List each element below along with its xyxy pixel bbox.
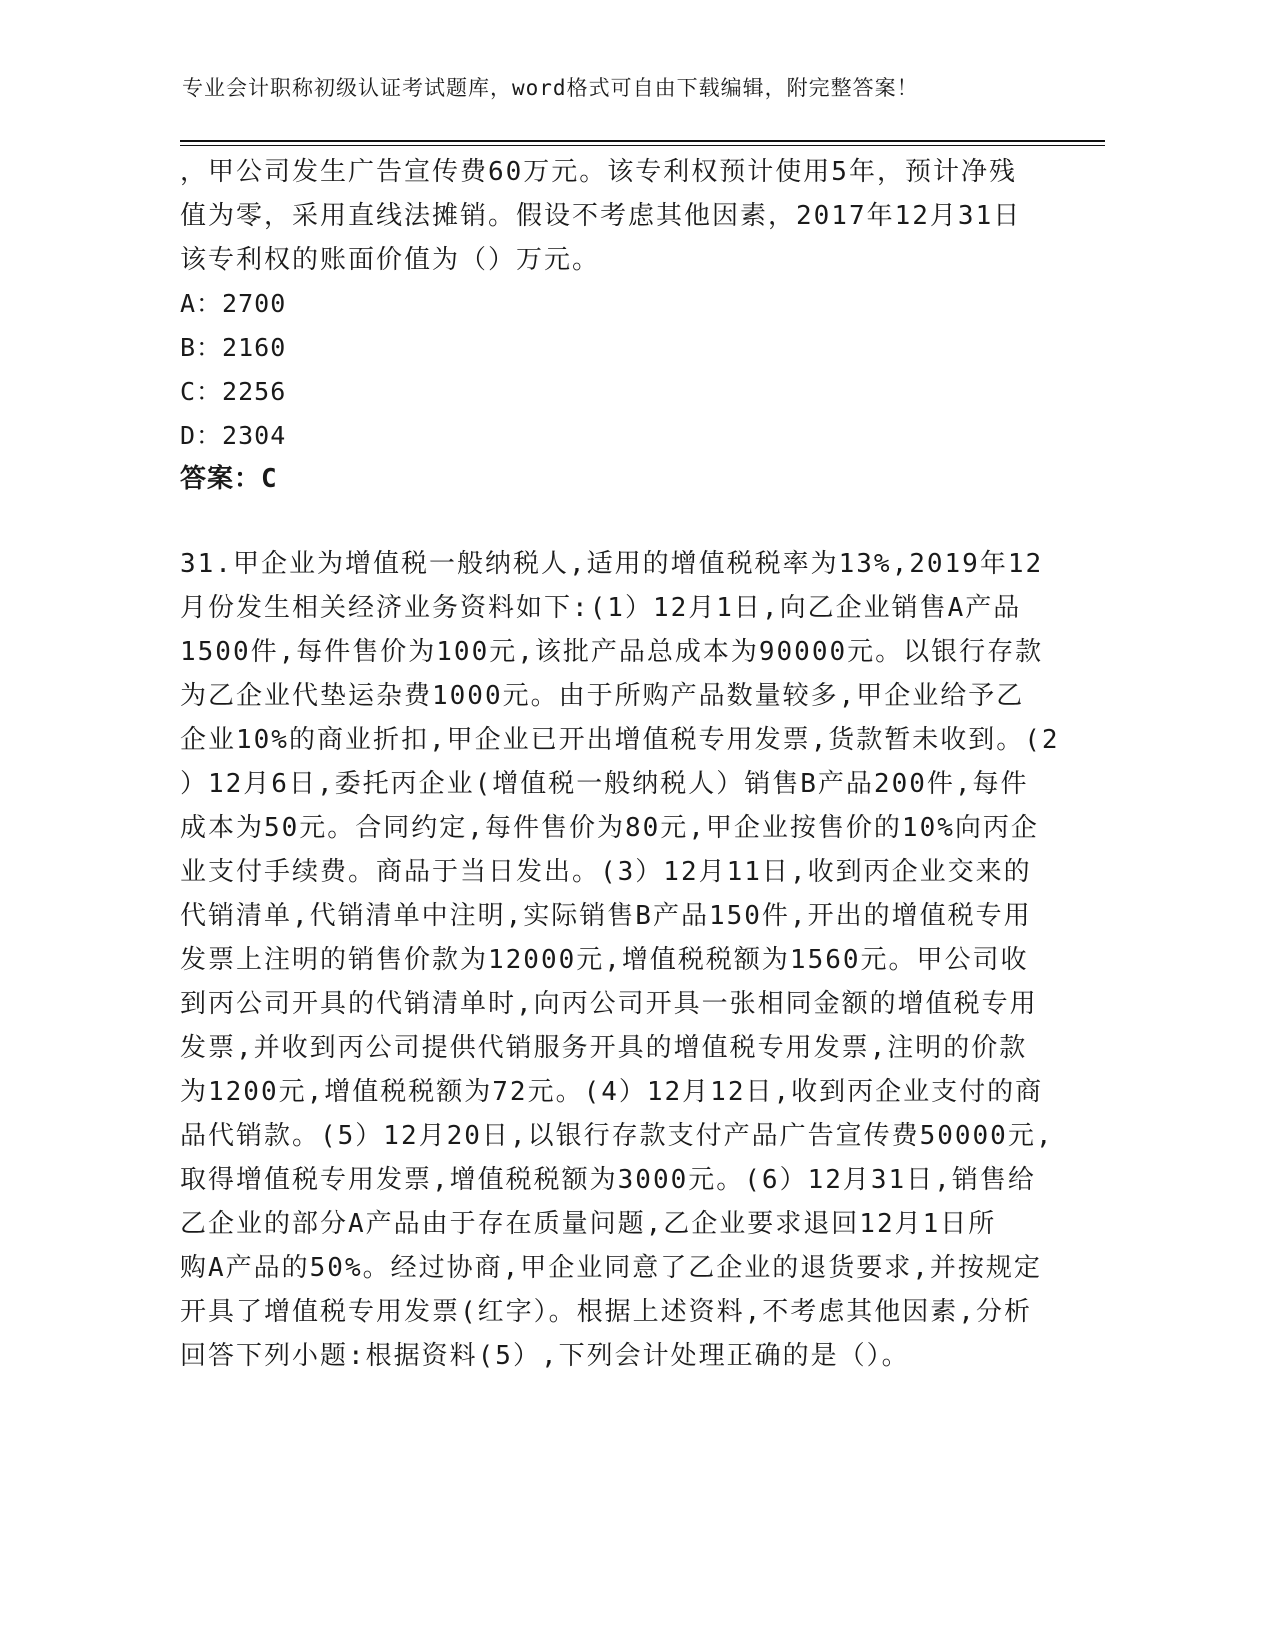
header-divider-thin (180, 145, 1105, 146)
question-31-line: 月份发生相关经济业务资料如下:(1）12月1日,向乙企业销售A产品 (180, 593, 1022, 623)
question-31-line: 购A产品的50%。经过协商,甲企业同意了乙企业的退货要求,并按规定 (180, 1253, 1042, 1283)
question-31-line: 代销清单,代销清单中注明,实际销售B产品150件,开出的增值税专用 (180, 901, 1032, 931)
option-d: D：2304 (180, 421, 287, 450)
question-31-line: 发票上注明的销售价款为12000元,增值税税额为1560元。甲公司收 (180, 945, 1029, 975)
question-31-line: 为乙企业代垫运杂费1000元。由于所购产品数量较多,甲企业给予乙 (180, 681, 1025, 711)
question-31-line: 发票,并收到丙公司提供代销服务开具的增值税专用发票,注明的价款 (180, 1033, 1028, 1063)
question-31-line: 为1200元,增值税税额为72元。(4）12月12日,收到丙企业支付的商 (180, 1077, 1044, 1107)
option-a: A：2700 (180, 289, 287, 318)
question-stem-line: 值为零，采用直线法摊销。假设不考虑其他因素，2017年12月31日 (180, 201, 1022, 231)
option-c: C：2256 (180, 377, 287, 406)
header-divider-thick (180, 140, 1105, 142)
question-31-line: 1500件,每件售价为100元,该批产品总成本为90000元。以银行存款 (180, 637, 1044, 667)
question-stem-line: 该专利权的账面价值为（）万元。 (180, 245, 601, 275)
page-header-title: 专业会计职称初级认证考试题库，word格式可自由下载编辑，附完整答案！ (182, 76, 919, 100)
question-31-line: 乙企业的部分A产品由于存在质量问题,乙企业要求退回12月1日所 (180, 1209, 997, 1239)
question-31-line: 业支付手续费。商品于当日发出。(3）12月11日,收到丙企业交来的 (180, 857, 1032, 887)
question-31-line: 31.甲企业为增值税一般纳税人,适用的增值税税率为13%,2019年12 (180, 549, 1044, 579)
option-b: B：2160 (180, 333, 287, 362)
question-31-line: 回答下列小题:根据资料(5）,下列会计处理正确的是（）。 (180, 1341, 910, 1371)
question-stem-line: ，甲公司发生广告宣传费60万元。该专利权预计使用5年，预计净残 (180, 157, 1017, 187)
answer-label: 答案：C (180, 464, 278, 494)
question-31-line: ）12月6日,委托丙企业(增值税一般纳税人）销售B产品200件,每件 (180, 769, 1029, 799)
question-31-line: 开具了增值税专用发票(红字）。根据上述资料,不考虑其他因素,分析 (180, 1297, 1032, 1327)
question-31-line: 到丙公司开具的代销清单时,向丙公司开具一张相同金额的增值税专用 (180, 989, 1038, 1019)
question-31-line: 品代销款。(5）12月20日,以银行存款支付产品广告宣传费50000元, (180, 1121, 1054, 1151)
question-31-line: 取得增值税专用发票,增值税税额为3000元。(6）12月31日,销售给 (180, 1165, 1036, 1195)
question-31-line: 企业10%的商业折扣,甲企业已开出增值税专用发票,货款暂未收到。(2 (180, 725, 1060, 755)
question-31-line: 成本为50元。合同约定,每件售价为80元,甲企业按售价的10%向丙企 (180, 813, 1039, 843)
